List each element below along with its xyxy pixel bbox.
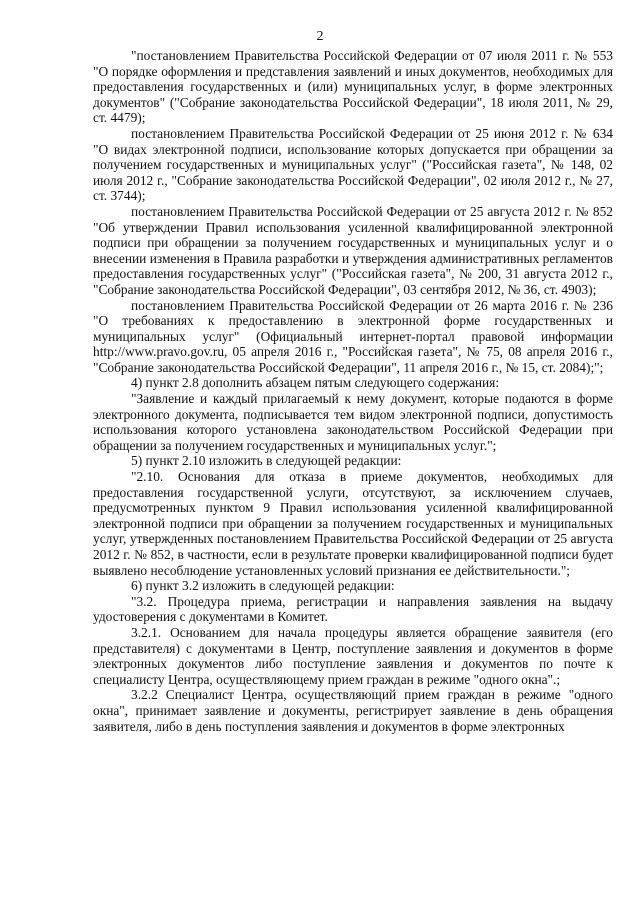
document-body xyxy=(93,48,613,734)
page-number: 2 xyxy=(316,29,324,44)
paragraph-decree-553: "постановлением Правительства Российской Федерации от 07 июля 2011 г. № 553 "О порядке оформления и представления заявлений и иных документов, необходимых для предоставления государственных и (или) муниципальных услуг, в форме электронных документов" ("Собрание законодательства Российской Федерации", 18 июля 2011, № 29, ст. 4479); xyxy=(93,48,613,126)
paragraph-item-4: 4) пункт 2.8 дополнить абзацем пятым следующего содержания: xyxy=(131,375,500,391)
paragraph-item-4-text: "Заявление и каждый прилагаемый к нему документ, которые подаются в форме электронного документа, подписывается тем видом электронной подписи, допустимость использования которого установлена законодательством Российской Федерации при обращении за получением государственных и муниципальных услуг."; xyxy=(93,391,613,453)
paragraph-item-6: 6) пункт 3.2 изложить в следующей редакции: xyxy=(131,578,395,594)
paragraph-decree-634: постановлением Правительства Российской Федерации от 25 июня 2012 г. № 634 "О видах электронной подписи, использование которых допускается при обращении за получением государственных и муниципальных услуг" ("Российская газета", № 148, 02 июля 2012 г., "Собрание законодательства Российской Федерации", 02 июля 2012 г., № 27, ст. 3744); xyxy=(93,125,613,204)
paragraph-decree-852: постановлением Правительства Российской Федерации от 25 августа 2012 г. № 852 "Об утверждении Правил использования усиленной квалифицированной электронной подписи при обращении за получением государственных и муниципальных услуг и о внесении изменения в Правила разработки и утверждения административных регламентов предоставления государственных услуг" ("Российская газета", № 200, 31 августа 2012 г., "Собрание законодательства Российской Федерации", 03 сентября 2012, № 36, ст. 4903); xyxy=(93,203,613,297)
paragraph-item-5-text: "2.10. Основания для отказа в приеме документов, необходимых для предоставления государственной услуги, отсутствуют, за исключением случаев, предусмотренных пунктом 9 Правил использования усиленной квалифицированной электронной подписи при обращении за получением государственных и муниципальных услуг, утвержденных постановлением Правительства Российской Федерации от 25 августа 2012 г. № 852, в частности, если в результате проверки квалифицированной подписи будет выявлено несоблюдение установленных условий признания ее действительности."; xyxy=(93,469,613,578)
paragraph-decree-236: постановлением Правительства Российской Федерации от 26 марта 2016 г. № 236 "О требованиях к предоставлению в электронной форме государственных и муниципальных услуг" (Официальный интернет-портал правовой информации http://www.pravo.gov.ru, 05 апреля 2016 г., "Российская газета", № 75, 08 апреля 2016 г., "Собрание законодательства Российской Федерации", 11 апреля 2016 г., № 15, ст. 2084);"; xyxy=(93,297,613,375)
paragraph-3-2: "3.2. Процедура приема, регистрации и направления заявления на выдачу удостоверения с документами в Комитет. xyxy=(93,593,613,625)
paragraph-3-2-2: 3.2.2 Специалист Центра, осуществляющий прием граждан в режиме "одного окна", принимает заявление и документы, регистрирует заявление в день обращения заявителя, либо в день поступления заявления и документов в форме электронных xyxy=(93,687,613,734)
paragraph-item-5: 5) пункт 2.10 изложить в следующей редакции: xyxy=(131,453,402,469)
paragraph-3-2-1: 3.2.1. Основанием для начала процедуры является обращение заявителя (его представителя) с документами в Центр, поступление заявления и документов в форме электронных документов либо поступление заявления и документов по почте к специалисту Центра, осуществляющему прием граждан в режиме "одного окна".; xyxy=(93,624,613,687)
